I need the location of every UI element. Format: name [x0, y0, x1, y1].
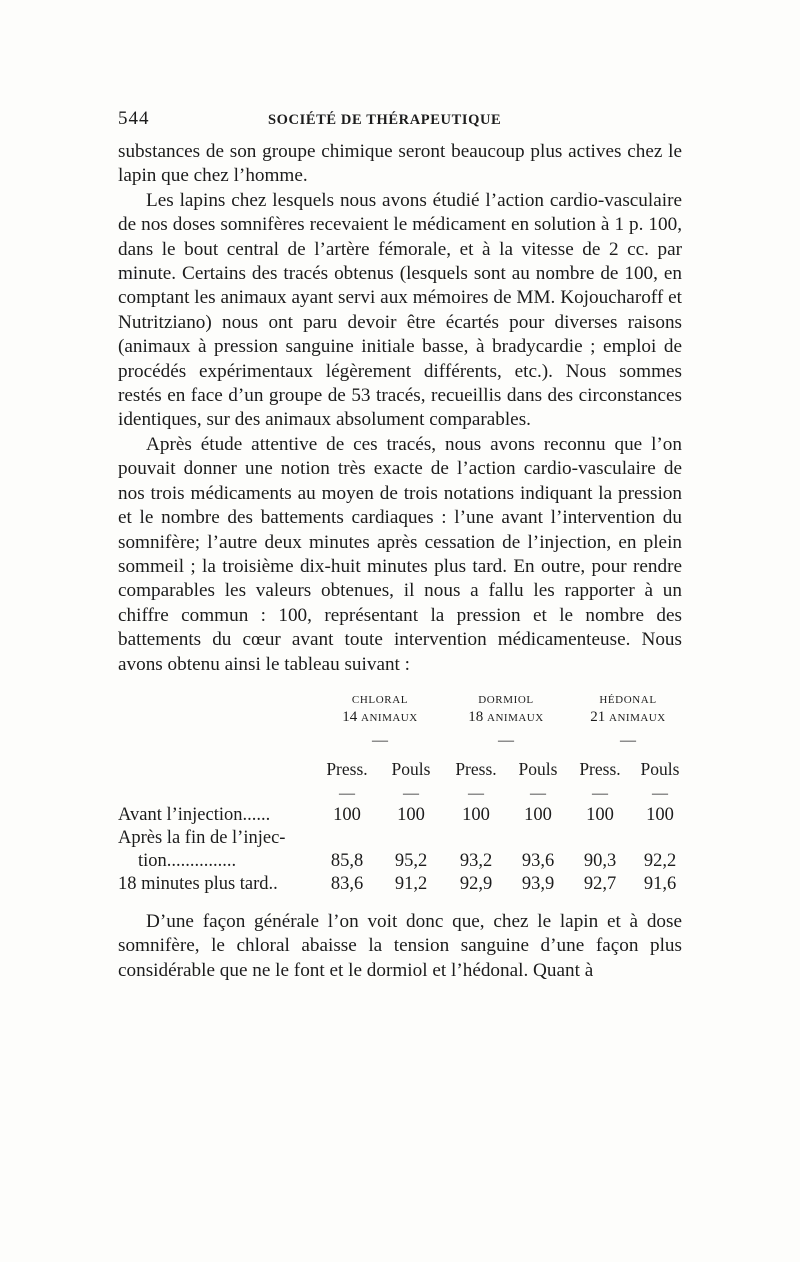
column-header: Pouls — [391, 758, 431, 779]
table-row — [118, 850, 688, 873]
table-cell: 92,2 — [643, 850, 677, 871]
table-cell: 100 — [333, 804, 361, 825]
group-count: 21 ANIMAUX — [590, 708, 666, 725]
group-dash-row — [118, 728, 688, 754]
column-header: Pouls — [518, 758, 558, 779]
group-count: 18 ANIMAUX — [468, 708, 544, 725]
table-cell: 100 — [524, 804, 552, 825]
page-number: 544 — [118, 108, 150, 129]
row-label: 18 minutes plus tard.. — [118, 873, 278, 894]
dash: — — [339, 784, 355, 802]
paragraph: D’une façon générale l’on voit donc que, chez le lapin et à dose somnifère, le chloral abaisse la tension sanguine d’une façon plus considérable que ne le font et le dormiol et l’hédonal. Quant à — [118, 910, 682, 981]
table-cell: 92,9 — [459, 873, 493, 894]
dash: — — [530, 784, 546, 802]
running-header — [118, 108, 682, 140]
table-cell: 100 — [646, 804, 674, 825]
row-label: Avant l’injection...... — [118, 804, 271, 825]
dash: — — [403, 784, 419, 802]
results-table — [118, 693, 688, 896]
dash: — — [468, 784, 484, 802]
column-header: Pouls — [640, 758, 680, 779]
dash: — — [620, 731, 636, 749]
table-cell: 95,2 — [394, 850, 428, 871]
table-cell: 93,9 — [521, 873, 555, 894]
dash: — — [498, 731, 514, 749]
column-header: Press. — [326, 758, 368, 779]
sub-dash-row — [118, 784, 688, 804]
table-cell: 91,2 — [394, 873, 428, 894]
group-name-row — [118, 693, 688, 708]
running-title: SOCIÉTÉ DE THÉRAPEUTIQUE — [268, 112, 502, 128]
group-count-row — [118, 708, 688, 728]
column-header: Press. — [455, 758, 497, 779]
table-cell: 93,6 — [521, 850, 555, 871]
table-row — [118, 804, 688, 827]
row-label: Après la fin de l’injec- — [118, 827, 286, 848]
table-cell: 83,6 — [330, 873, 364, 894]
table-cell: 100 — [397, 804, 425, 825]
table-cell: 91,6 — [643, 873, 677, 894]
table-cell: 93,2 — [459, 850, 493, 871]
group-name: DORMIOL — [478, 693, 534, 706]
body-text — [118, 140, 682, 677]
closing-text — [118, 910, 682, 983]
table-cell: 90,3 — [583, 850, 617, 871]
column-header: Press. — [579, 758, 621, 779]
sub-header-row — [118, 754, 688, 784]
table-cell: 100 — [462, 804, 490, 825]
group-name: CHLORAL — [351, 693, 409, 706]
paragraph: Après étude attentive de ces tracés, nous avons reconnu que l’on pouvait donner une notion très exacte de l’action cardio-vasculaire de nos trois médicaments au moyen de trois notations indiquant la pression et le nombre des battements cardiaques : l’une avant l’intervention du somnifère; l’autre deux minutes après cessation de l’injection, en plein sommeil ; la troisième dix-huit minutes plus tard. En outre, pour rendre comparables les valeurs obtenues, il nous a fallu les rapporter à un chiffre commun : 100, représentant la pression et le nombre des battements du cœur avant toute intervention médicamenteuse. Nous avons obtenu ainsi le tableau suivant : — [118, 433, 682, 675]
group-name: HÉDONAL — [599, 693, 657, 706]
group-count: 14 ANIMAUX — [342, 708, 418, 725]
paragraph: substances de son groupe chimique seront beaucoup plus actives chez le lapin que chez l’homme. — [118, 141, 682, 187]
table-cell: 92,7 — [583, 873, 617, 894]
paragraph: Les lapins chez lesquels nous avons étudié l’action cardio-vasculaire de nos doses somnifères recevaient le médicament en solution à 1 p. 100, dans le bout central de l’artère fémorale, et à la vitesse de 2 cc. par minute. Certains des tracés obtenus (lesquels sont au nombre de 100, en comptant les animaux ayant servi aux mémoires de MM. Kojoucharoff et Nutritziano) nous ont paru devoir être écartés pour diverses raisons (animaux à pression sanguine initiale basse, à bradycardie ; emploi de procédés expérimentaux légèrement différents, etc.). Nous sommes restés en face d’un groupe de 53 tracés, recueillis dans des circonstances identiques, sur des animaux absolument comparables. — [118, 189, 682, 431]
table-row — [118, 873, 688, 896]
page — [118, 108, 682, 983]
row-label: tion............... — [138, 850, 237, 871]
table-row — [118, 827, 688, 850]
table-cell: 85,8 — [330, 850, 364, 871]
dash: — — [592, 784, 608, 802]
dash: — — [372, 731, 388, 749]
table-cell: 100 — [586, 804, 614, 825]
dash: — — [652, 784, 668, 802]
